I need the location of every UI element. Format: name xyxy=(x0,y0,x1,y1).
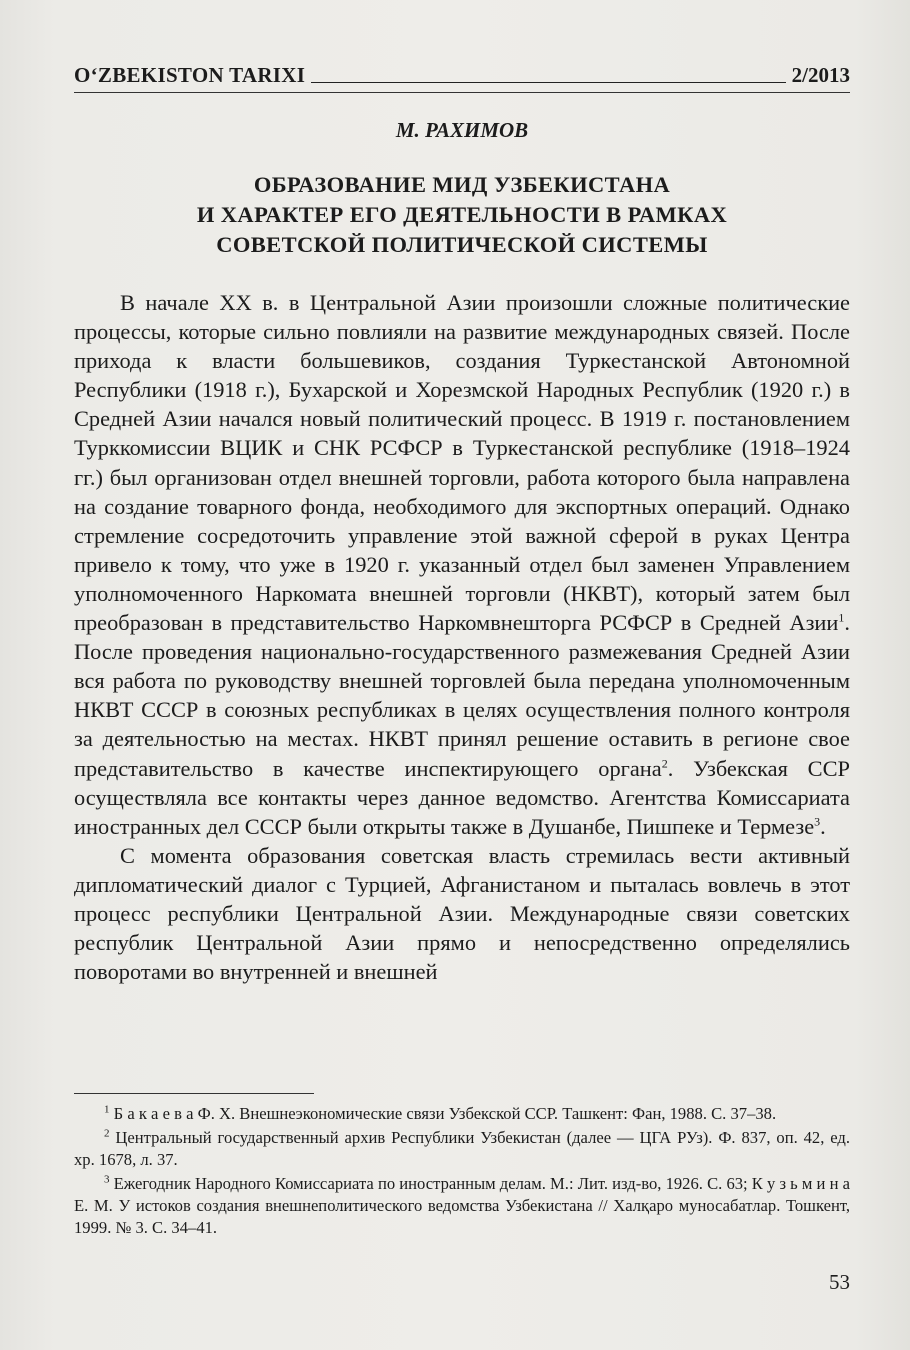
paragraph-text: . После проведения национально-государственного размежевания Средней Азии вся работа по руководству внешней торговлей была передана уполномоченным НКВТ СССР в союзных республиках в целях осуществления полного контроля за деятельностью на местах. НКВТ принял решение оставить в регионе свое представительство в качестве инспектирующего органа xyxy=(74,610,850,781)
paragraph-text: . xyxy=(820,813,826,839)
paragraph-text: В начале XX в. в Центральной Азии произошли сложные политические процессы, которые сильно повлияли на развитие международных связей. После прихода к власти большевиков, создания Туркестанской Автономной Республики (1918 г.), Бухарской и Хорезмской Народных Республик (1920 г.) в Средней Азии начался новый политический процесс. В 1919 г. постановлением Турккомиссии ВЦИК и СНК РСФСР в Туркестанской республике (1918–1924 гг.) был организован отдел внешней торговли, работа которого была направлена на создание товарного фонда, необходимого для экспортных операций. Однако стремление сосредоточить управление этой важной сферой в руках Центра привело к тому, что уже в 1920 г. указанный отдел был заменен Управлением уполномоченного Наркомата внешней торговли (НКВТ), который затем был преобразован в представительство Наркомвнешторга РСФСР в Средней Азии xyxy=(74,290,850,636)
footnote-number: 1 xyxy=(104,1103,110,1116)
article-title xyxy=(74,170,850,260)
paragraph-2: С момента образования советская власть стремилась вести активный дипломатический диалог с Турцией, Афганистаном и пыталась вовлечь в этот процесс республики Центральной Азии. Международные связи советских республик Центральной Азии прямо и непосредственно определялись поворотами во внутренней и внешней xyxy=(74,842,850,985)
header-divider xyxy=(74,92,850,93)
footnote-2 xyxy=(74,1127,850,1171)
footnote-number: 2 xyxy=(104,1127,110,1140)
footnote-ref-1: 1 xyxy=(838,610,845,625)
footnote-ref-3: 3 xyxy=(814,814,821,829)
issue-number: 2/2013 xyxy=(791,63,850,87)
footnotes xyxy=(74,1103,850,1241)
footnote-divider xyxy=(74,1093,314,1094)
footnote-ref-2: 2 xyxy=(661,756,668,771)
footnote-3 xyxy=(74,1173,850,1239)
footnote-text: Ежегодник Народного Комиссариата по иностранным делам. М.: Лит. изд-во, 1926. С. 63; К у з ь м и н а Е. М. У истоков создания внешнеполитического ведомства Узбекистана // Халқаро муносабатлар. Тошкент, 1999. № 3. С. 34–41. xyxy=(74,1174,850,1237)
running-head-rule xyxy=(311,82,785,83)
article-author: М. РАХИМОВ xyxy=(395,118,529,142)
title-line: И ХАРАКТЕР ЕГО ДЕЯТЕЛЬНОСТИ В РАМКАХ xyxy=(196,202,728,227)
paragraph-text: . Узбекская ССР осуществляла все контакты через данное ведомство. Агентства Комиссариата иностранных дел СССР были открыты также в Душанбе, Пишпеке и Термезе xyxy=(74,755,850,839)
page-number: 53 xyxy=(829,1270,850,1294)
article-body xyxy=(74,288,850,986)
footnote-number: 3 xyxy=(104,1173,110,1186)
footnote-text: Б а к а е в а Ф. Х. Внешнеэкономические связи Узбекской ССР. Ташкент: Фан, 1988. С. 37–38. xyxy=(113,1104,777,1123)
footnote-1 xyxy=(74,1103,850,1125)
paragraph-1 xyxy=(74,288,850,841)
running-head xyxy=(74,58,850,88)
title-line: СОВЕТСКОЙ ПОЛИТИЧЕСКОЙ СИСТЕМЫ xyxy=(216,232,708,257)
journal-name: O‘ZBEKISTON TARIXI xyxy=(74,63,306,87)
title-line: ОБРАЗОВАНИЕ МИД УЗБЕКИСТАНА xyxy=(253,172,671,197)
footnote-text: Центральный государственный архив Республики Узбекистан (далее — ЦГА РУз). Ф. 837, оп. 42, ед. хр. 1678, л. 37. xyxy=(74,1128,850,1169)
